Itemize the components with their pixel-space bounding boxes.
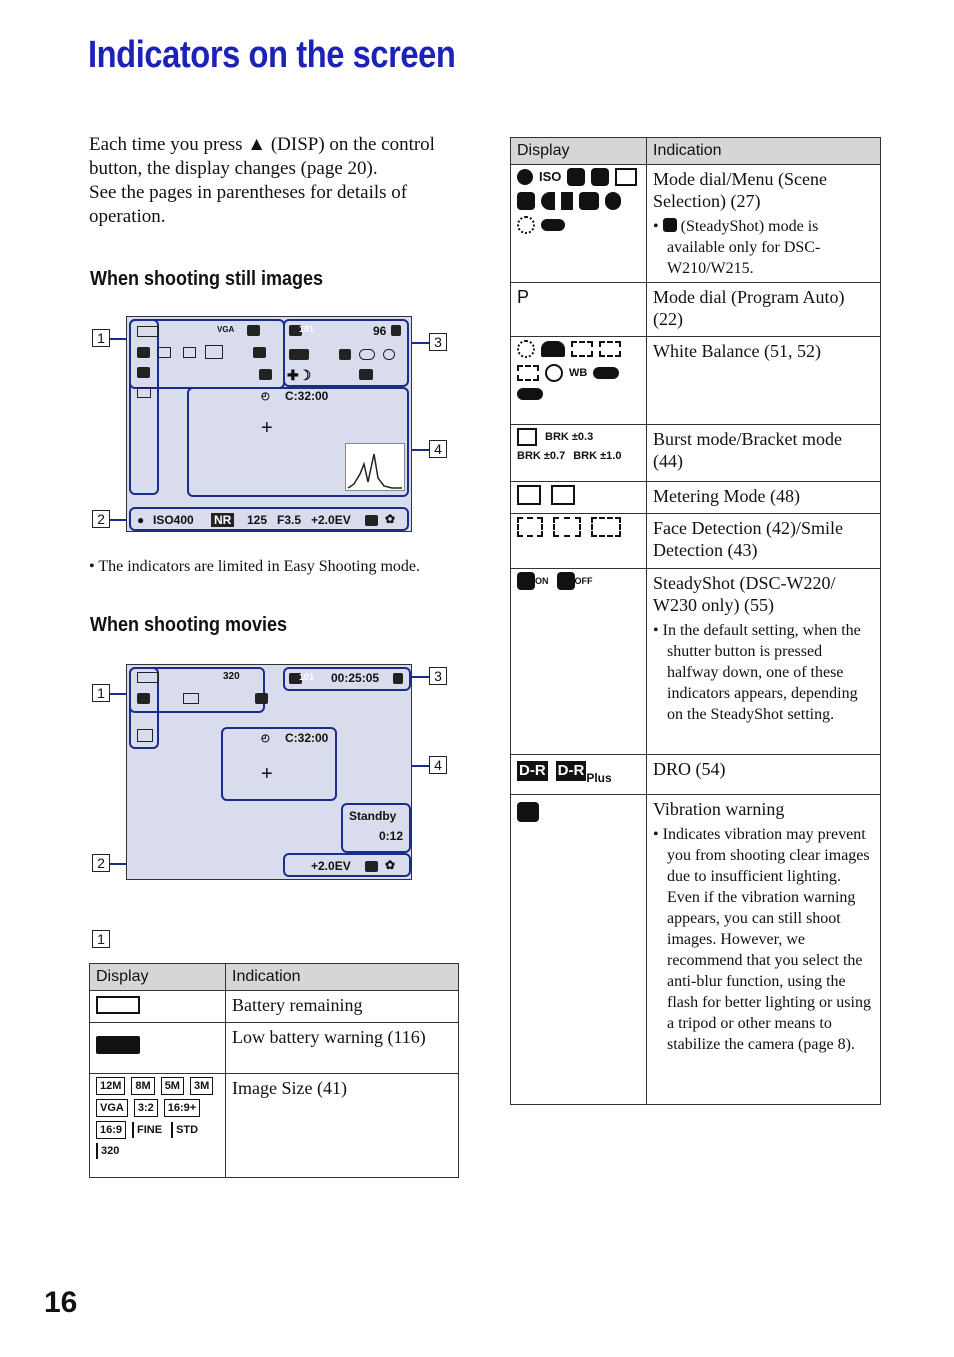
smile-icon	[137, 729, 153, 742]
size-5m: 5M	[161, 1077, 184, 1095]
battery-icon	[137, 672, 159, 683]
table-cell: Image Size (41)	[226, 1074, 459, 1178]
dro-plus-glyph: D-R	[557, 762, 585, 779]
standby-time: 0:12	[379, 829, 404, 843]
table-cell: Mode dial/Menu (Scene Selection) (27) • (SteadyShot) mode is available only for DSC-W210/W215.	[647, 165, 881, 283]
table-cell: Metering Mode (48)	[647, 482, 881, 514]
movie-screen-diagram	[92, 660, 452, 882]
self-timer-icon: ◴	[261, 391, 270, 402]
size-8m: 8M	[131, 1077, 154, 1095]
standby-label: Standby	[349, 809, 397, 823]
section-movie-heading: When shooting movies	[90, 614, 288, 636]
vibration-icon	[259, 369, 272, 380]
af-area-icon	[365, 861, 378, 872]
size-3-2: 3:2	[134, 1099, 158, 1117]
shutter-speed: 125	[247, 513, 268, 527]
intro-text: Each time you press ▲ (DISP) on the control button, the display changes (page 20). See the pages in parentheses for details of operation.	[89, 134, 435, 227]
face-detection-icons	[511, 514, 647, 569]
indication-note: In the default setting, when the shutter button is pressed halfway down, one of these indicators appears, depending on the SteadyShot setting.	[662, 622, 861, 723]
brk-0-3: BRK ±0.3	[545, 431, 594, 443]
indication-text: SteadyShot (DSC-W220/ W230 only) (55)	[653, 573, 836, 615]
image-count: 96	[373, 324, 387, 338]
table-cell: Mode dial (Program Auto) (22)	[647, 283, 881, 337]
exposure-value: +2.0EV	[311, 513, 351, 527]
iso-indicator: ISO400	[153, 513, 194, 527]
face-detection-icon	[205, 345, 223, 359]
size-vga: VGA	[96, 1099, 128, 1117]
vibration-warning-icon	[511, 795, 647, 1105]
p-icon: P	[511, 283, 647, 337]
movie-std: STD	[171, 1122, 201, 1138]
macro-icon: ✿	[385, 512, 396, 526]
column-header-display: Display	[511, 138, 647, 165]
table-1	[89, 963, 459, 1178]
movie-size: 320	[223, 671, 240, 682]
image-size-icons	[90, 1074, 226, 1178]
memory-icon	[391, 325, 401, 336]
battery-icon	[137, 326, 159, 337]
record-dot-icon: ●	[137, 513, 145, 527]
dro-icon	[137, 367, 150, 378]
eye-icon	[359, 349, 375, 360]
af-area-icon	[365, 515, 378, 526]
size-16-9: 16:9	[96, 1121, 126, 1139]
wb-glyph: WB	[569, 367, 588, 379]
still-lcd	[126, 316, 412, 532]
brk-0-7: BRK ±0.7	[517, 450, 566, 462]
folder-number: 101	[299, 324, 315, 334]
column-header-indication: Indication	[647, 138, 881, 165]
macro-icon: ✿	[385, 858, 396, 872]
callout-3: 3	[429, 667, 447, 685]
table-cell: Low battery warning (116)	[226, 1023, 459, 1074]
callout-1: 1	[92, 684, 110, 702]
table-cell: SteadyShot (DSC-W220/ W230 only) (55) • In the default setting, when the shutter button is pressed halfway down, one of these indicators appears, depending on the SteadyShot setting.	[647, 569, 881, 755]
landscape-icon	[247, 325, 260, 336]
nr-indicator: NR	[211, 513, 234, 527]
table-cell: DRO (54)	[647, 755, 881, 795]
column-header-display: Display	[90, 964, 226, 991]
indication-text: Mode dial/Menu (Scene Selection) (27)	[653, 169, 827, 211]
callout-3: 3	[429, 333, 447, 351]
vga-indicator: VGA	[217, 325, 235, 334]
exposure-value: +2.0EV	[311, 859, 351, 873]
steadyshot-off: OFF	[574, 576, 593, 586]
callout-4: 4	[429, 756, 447, 774]
metering-icon	[183, 693, 199, 704]
callout-2: 2	[92, 510, 110, 528]
still-screen-diagram	[92, 312, 452, 534]
page-title: Indicators on the screen	[88, 34, 456, 76]
burst-bracket-icons	[511, 425, 647, 482]
region-1-column	[129, 319, 159, 495]
table-cell: Burst mode/Bracket mode (44)	[647, 425, 881, 482]
dro-plus-label: Plus	[586, 771, 612, 785]
dro-glyph: D-R	[519, 762, 546, 779]
easy-shooting-note: • The indicators are limited in Easy Shooting mode.	[89, 558, 421, 575]
steadyshot-icon	[253, 347, 266, 358]
self-timer-icon: ◴	[261, 733, 270, 744]
table-2	[510, 137, 881, 1105]
folder-number: 101	[299, 672, 315, 682]
table-cell: Vibration warning • Indicates vibration may prevent you from shooting clear images due to insufficient lighting. Even if the vibration warning appears, you can still shoot images. However, we recommend that you select the anti-blur function, using the flash for better lighting or using a tripod or other means to stabilize the camera (page 8).	[647, 795, 881, 1105]
scene-icons	[511, 165, 647, 283]
callout-1: 1	[92, 329, 110, 347]
flash-off-icon	[383, 349, 395, 360]
brk-1-0: BRK ±1.0	[573, 450, 622, 462]
metering-icons	[511, 482, 647, 514]
white-balance-icons	[511, 337, 647, 425]
steadyshot-icons	[511, 569, 647, 755]
callout-4: 4	[429, 440, 447, 458]
steadyshot-mode-icon	[663, 218, 677, 232]
date-icon	[359, 369, 373, 380]
size-16-9-plus: 16:9+	[164, 1099, 200, 1117]
plus-moon-icon: ✚☽	[287, 367, 312, 383]
smile-icon	[137, 387, 151, 398]
callout-2: 2	[92, 854, 110, 872]
table1-label: 1	[92, 930, 110, 948]
table-cell: Battery remaining	[226, 991, 459, 1023]
metering-icon	[183, 347, 196, 358]
iso-glyph: ISO	[539, 169, 562, 184]
iscn-icon	[289, 349, 309, 360]
steadyshot-icon	[255, 693, 268, 704]
table-cell: Face Detection (42)/Smile Detection (43)	[647, 514, 881, 569]
scene-icon	[137, 347, 150, 358]
low-battery-icon	[90, 1023, 226, 1074]
indication-note: (SteadyShot) mode is available only for DSC-W210/W215.	[667, 218, 821, 277]
steadyshot-on: ON	[535, 576, 549, 586]
battery-icon	[90, 991, 226, 1023]
af-crosshair: +	[261, 763, 273, 785]
section-still-heading: When shooting still images	[90, 268, 324, 290]
size-3m: 3M	[190, 1077, 213, 1095]
movie-320: 320	[96, 1143, 122, 1159]
indication-text: Vibration warning	[653, 799, 785, 819]
burst-icon	[157, 347, 171, 358]
column-header-indication: Indication	[226, 964, 459, 991]
indication-note: Indicates vibration may prevent you from shooting clear images due to insufficient lighting. Even if the vibration warning appears, you can still shoot images. However, we recommend that you select the anti-blur function, using the flash for better lighting or using a tripod or other means to stabilize the camera (page 8).	[662, 826, 871, 1053]
dro-icons	[511, 755, 647, 795]
aperture-value: F3.5	[277, 513, 302, 527]
af-crosshair: +	[261, 417, 273, 439]
histogram	[345, 443, 405, 491]
memory-icon	[393, 673, 403, 684]
timer-readout: C:32:00	[285, 389, 329, 403]
timer-readout: C:32:00	[285, 731, 329, 745]
scene-icon	[137, 693, 150, 704]
size-12m: 12M	[96, 1077, 125, 1095]
movie-fine: FINE	[132, 1122, 165, 1138]
movie-lcd	[126, 664, 412, 880]
red-eye-icon	[339, 349, 351, 360]
page-number: 16	[44, 1286, 78, 1319]
recording-time: 00:25:05	[331, 671, 380, 685]
table-cell: White Balance (51, 52)	[647, 337, 881, 425]
